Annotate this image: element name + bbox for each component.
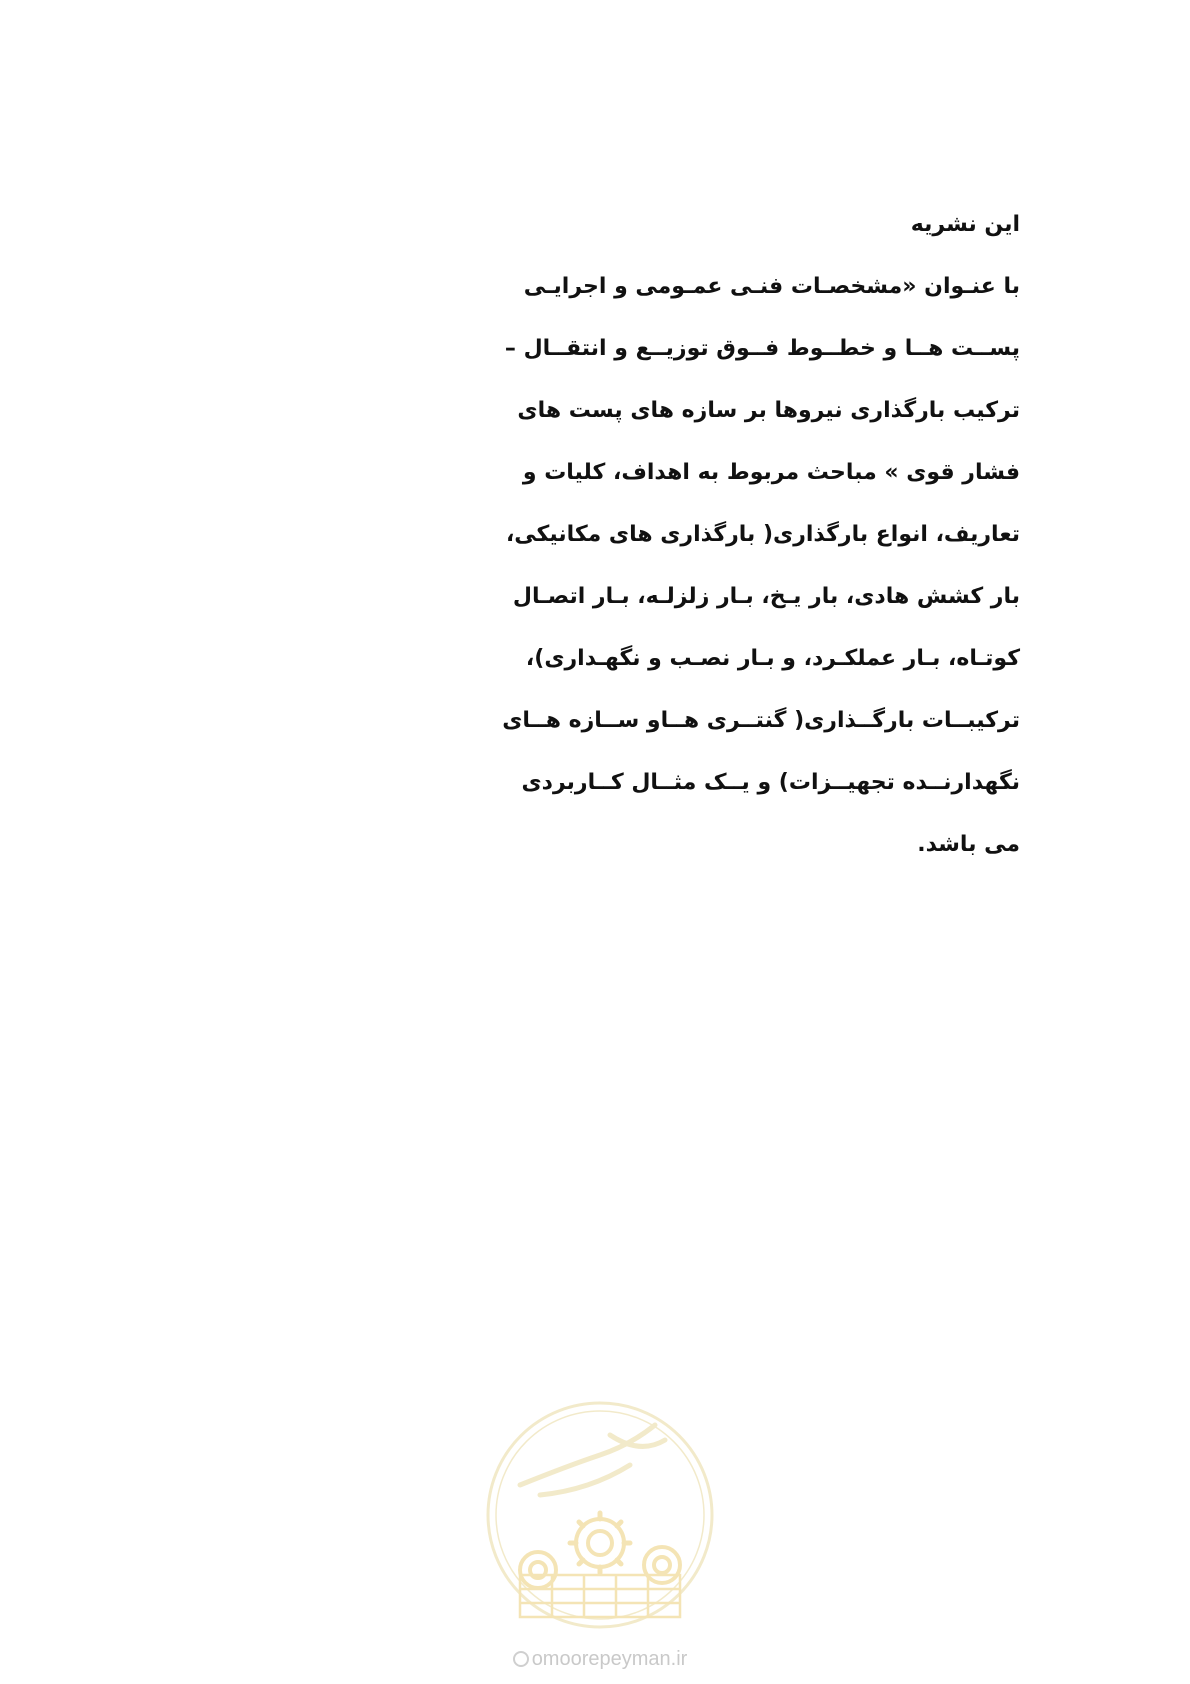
text-line: کوتـاه، بـار عملکـرد، و بـار نصـب و نگهـداری)، xyxy=(525,646,1020,671)
text-line: این نشریه xyxy=(910,212,1020,237)
text-line: ترکیبــات بارگــذاری( گنتــری هــاو ســازه هــای xyxy=(502,708,1020,733)
text-line: می باشد. xyxy=(917,832,1020,857)
text-line: با عنـوان «مشخصـات فنـی عمـومی و اجرایـی xyxy=(523,274,1020,299)
text-line: ترکیب بارگذاری نیروها بر سازه های پست های xyxy=(517,398,1020,423)
watermark-url xyxy=(490,1648,710,1671)
globe-icon xyxy=(513,1651,529,1667)
watermark-url-text: omoorepeyman.ir xyxy=(531,1648,688,1670)
text-line: نگهدارنــده تجهیــزات) و یــک مثــال کــاربردی xyxy=(521,770,1020,795)
text-line: پســت هــا و خطــوط فــوق توزیــع و انتقــال – xyxy=(504,336,1020,361)
text-line: بار کشش هادی، بار یـخ، بـار زلزلـه، بـار اتصـال xyxy=(512,584,1020,609)
text-line: فشار قوی » مباحث مربوط به اهداف، کلیات و xyxy=(522,460,1020,485)
text-line: تعاریف، انواع بارگذاری( بارگذاری های مکانیکی، xyxy=(505,522,1020,547)
watermark-logo xyxy=(480,1395,720,1635)
publication-description xyxy=(502,210,1020,892)
